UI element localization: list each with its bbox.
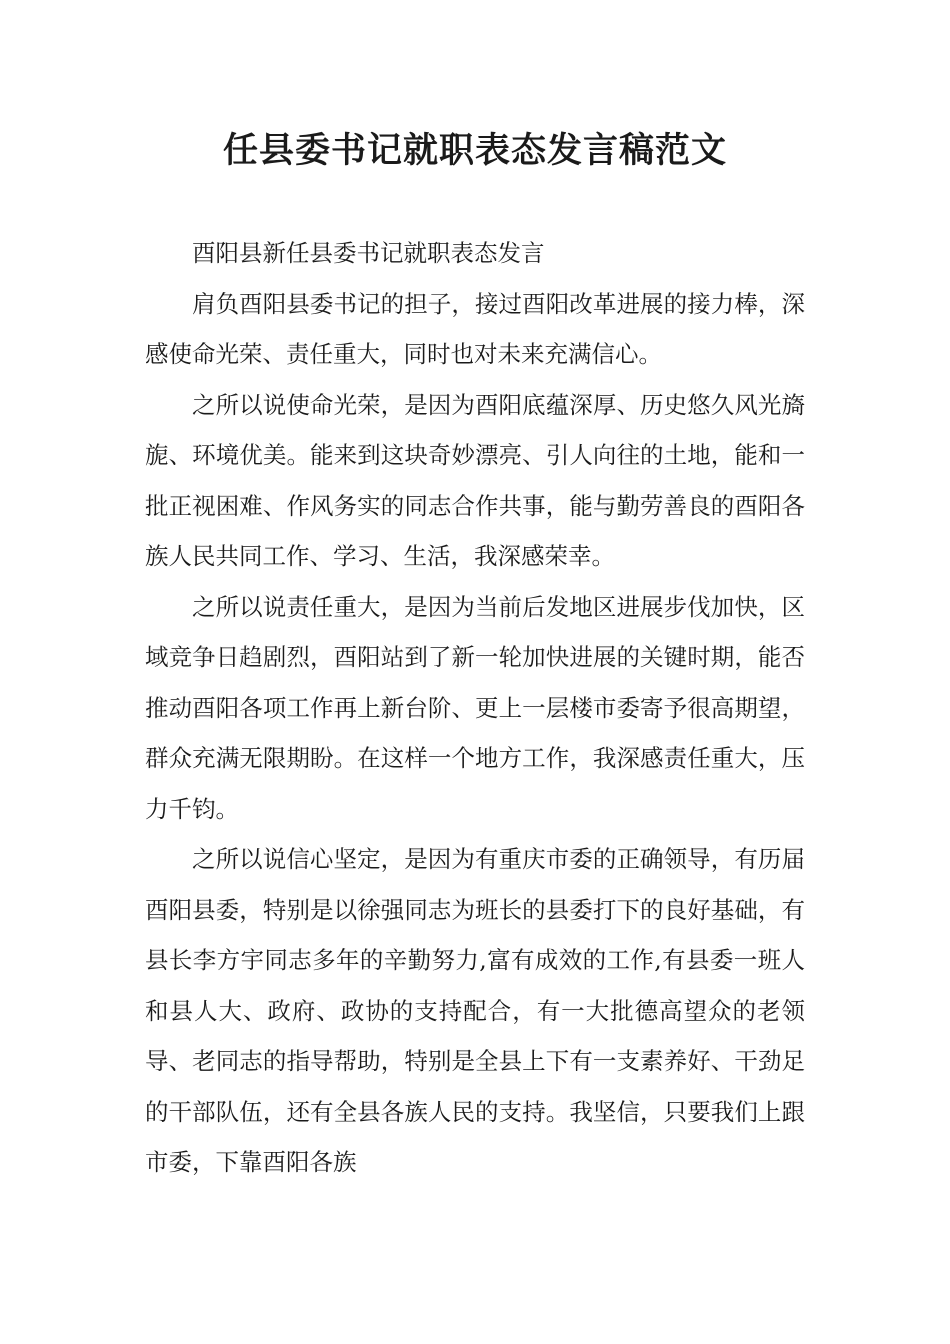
paragraph: 肩负酉阳县委书记的担子，接过酉阳改革进展的接力棒，深感使命光荣、责任重大，同时也对未来充满信心。 (145, 289, 805, 368)
paragraph: 之所以说使命光荣，是因为酉阳底蕴深厚、历史悠久风光旖旎、环境优美。能来到这块奇妙漂亮、引人向往的土地，能和一批正视困难、作风务实的同志合作共事，能与勤劳善良的酉阳各族人民共同工作、学习、生活，我深感荣幸。 (145, 390, 805, 570)
paragraph: 之所以说责任重大，是因为当前后发地区进展步伐加快，区域竞争日趋剧烈，酉阳站到了新一轮加快进展的关键时期，能否推动酉阳各项工作再上新台阶、更上一层楼市委寄予很高期望，群众充满无限期盼。在这样一个地方工作，我深感责任重大，压力千钧。 (145, 592, 805, 823)
paragraph: 之所以说信心坚定，是因为有重庆市委的正确领导，有历届酉阳县委，特别是以徐强同志为班长的县委打下的良好基础，有县长李方宇同志多年的辛勤努力,富有成效的工作,有县委一班人和县人大、政府、政协的支持配合，有一大批德高望众的老领导、老同志的指导帮助，特别是全县上下有一支素养好、干劲足的干部队伍，还有全县各族人民的支持。我坚信，只要我们上跟市委，下靠酉阳各族 (145, 845, 805, 1176)
paragraph-subtitle: 酉阳县新任县委书记就职表态发言 (192, 239, 545, 267)
document-body (145, 228, 805, 1188)
document-title: 任县委书记就职表态发言稿范文 (222, 130, 727, 171)
